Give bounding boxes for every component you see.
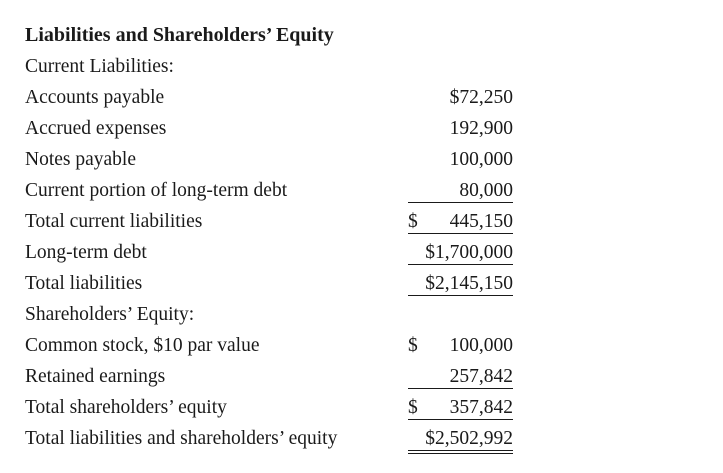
accrued-expenses-row <box>25 113 525 144</box>
accounts-payable-amount: $72,250 <box>449 87 513 108</box>
accrued-expenses-label: Accrued expenses <box>25 118 167 139</box>
shareholders-equity-header-row <box>25 299 525 330</box>
notes-payable-amount: 100,000 <box>449 149 513 170</box>
section-heading: Liabilities and Shareholders’ Equity <box>25 24 334 46</box>
balance-sheet-liabilities-equity <box>25 20 525 454</box>
long-term-debt-row <box>25 237 525 268</box>
current-liabilities-label: Current Liabilities: <box>25 56 174 77</box>
current-portion-ltd-row <box>25 175 525 206</box>
total-shareholders-equity-value: 357,842 <box>449 397 513 418</box>
dollar-sign: $ <box>408 211 418 232</box>
shareholders-equity-label: Shareholders’ Equity: <box>25 304 195 325</box>
accrued-expenses-amount: 192,900 <box>449 118 513 139</box>
total-current-liabilities-row <box>25 206 525 237</box>
long-term-debt-amount: $1,700,000 <box>408 237 513 265</box>
current-portion-ltd-label: Current portion of long-term debt <box>25 180 288 201</box>
dollar-sign: $ <box>408 397 418 418</box>
total-shareholders-equity-amount <box>408 392 513 420</box>
common-stock-amount <box>408 330 513 357</box>
dollar-sign: $ <box>408 335 418 356</box>
total-liabilities-label: Total liabilities <box>25 273 143 294</box>
total-liabilities-amount: $2,145,150 <box>408 268 513 296</box>
current-liabilities-header-row <box>25 51 525 82</box>
common-stock-label: Common stock, $10 par value <box>25 335 260 356</box>
accounts-payable-label: Accounts payable <box>25 87 165 108</box>
long-term-debt-label: Long-term debt <box>25 242 147 263</box>
total-liabilities-row <box>25 268 525 299</box>
common-stock-value: 100,000 <box>449 335 513 356</box>
grand-total-row <box>25 423 525 454</box>
grand-total-label: Total liabilities and shareholders’ equity <box>25 428 338 449</box>
retained-earnings-row <box>25 361 525 392</box>
retained-earnings-amount: 257,842 <box>408 361 513 389</box>
common-stock-row <box>25 330 525 361</box>
notes-payable-row <box>25 144 525 175</box>
notes-payable-label: Notes payable <box>25 149 137 170</box>
grand-total-amount: $2,502,992 <box>408 423 513 454</box>
total-shareholders-equity-row <box>25 392 525 423</box>
retained-earnings-label: Retained earnings <box>25 366 166 387</box>
total-shareholders-equity-label: Total shareholders’ equity <box>25 397 227 418</box>
current-portion-ltd-amount: 80,000 <box>408 175 513 203</box>
total-current-liabilities-label: Total current liabilities <box>25 211 203 232</box>
total-current-liabilities-amount <box>408 206 513 234</box>
accounts-payable-row <box>25 82 525 113</box>
total-current-liabilities-value: 445,150 <box>449 211 513 232</box>
